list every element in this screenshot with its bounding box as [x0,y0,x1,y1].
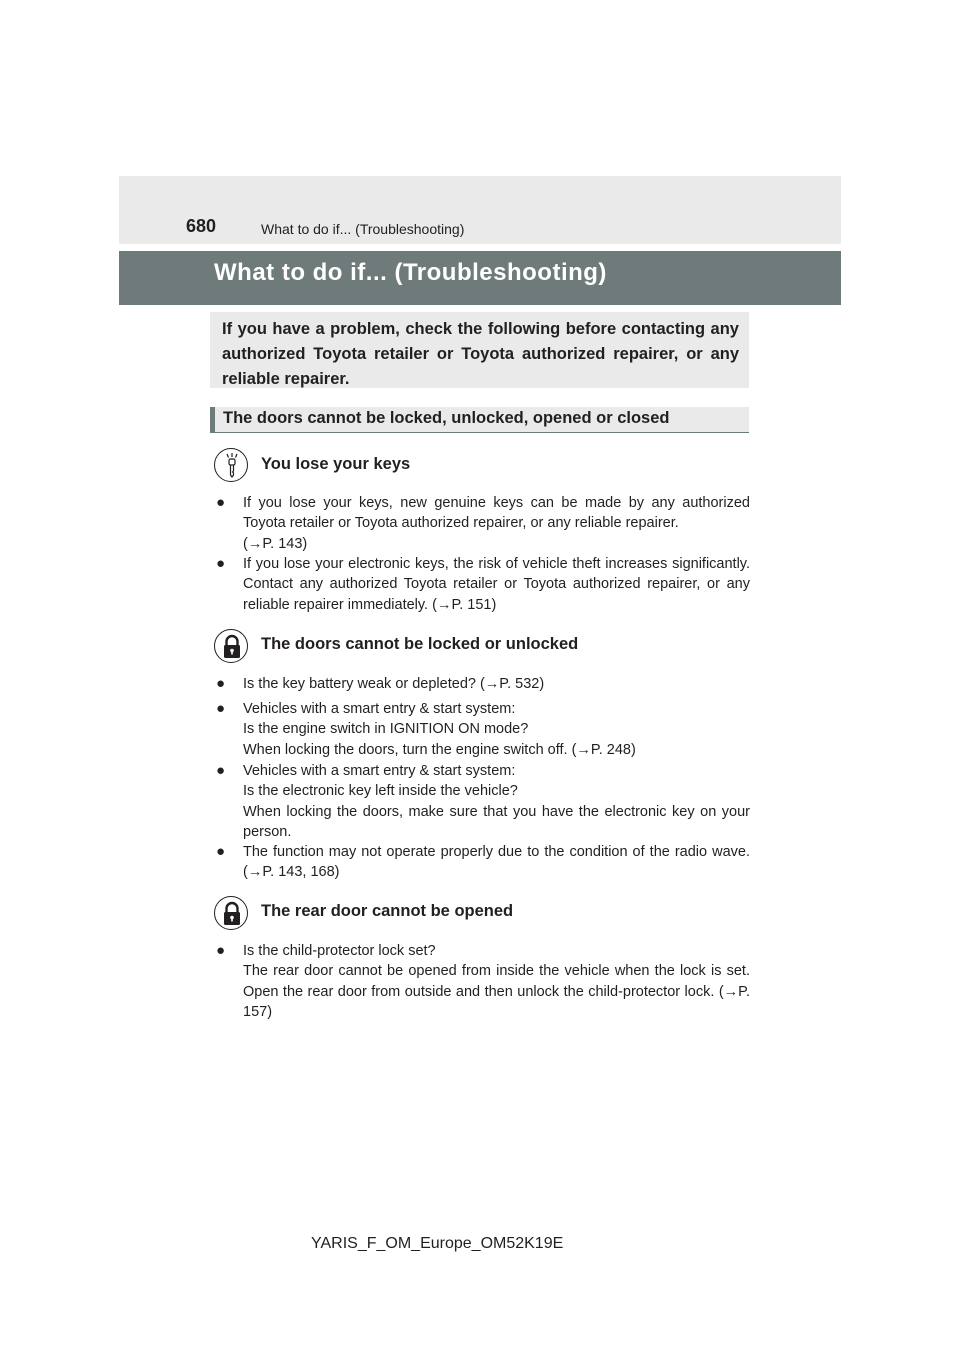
bullet-dot: ● [216,494,226,511]
subsection-bar [210,407,749,433]
section-title: What to do if... (Troubleshooting) [214,259,607,286]
bullet-text: Is the electronic key left inside the vehicle? [243,783,518,800]
intro-box [210,312,749,388]
bullet-text: When locking the doors, make sure that you have the electronic key on your person. [243,803,750,841]
bullet-dot: ● [216,942,226,959]
bullet-text: Vehicles with a smart entry & start system: [243,701,516,717]
bullet-dot: ● [216,700,226,717]
list-item [216,493,750,554]
list-item [216,941,750,1023]
page-number: 680 [186,216,217,236]
item-title-rear-door: The rear door cannot be opened [261,902,514,920]
bullet-text: Is the child-protector lock set? [243,943,436,959]
list-item [216,699,750,760]
bullet-dot: ● [216,843,226,860]
list-item [216,842,750,883]
bullet-dot: ● [216,762,226,779]
list-item [216,674,750,694]
item-title-lose-keys: You lose your keys [261,455,411,473]
list-item [216,554,750,615]
bullet-text: Vehicles with a smart entry & start system: [243,763,516,779]
bullet-text: Is the engine switch in IGNITION ON mode? [243,721,529,738]
lock-icon [214,896,248,930]
lock-icon [214,629,248,663]
header-band [119,176,841,244]
footer-code: YARIS_F_OM_Europe_OM52K19E [311,1235,564,1252]
bullet-text: When locking the doors, turn the engine switch off. (→P. 248) [243,741,636,758]
bullet-text: If you lose your keys, new genuine keys can be made by any authorized Toyota retailer or Toyota authorized repairer, or any reliable repairer. [243,495,750,532]
bullet-text: Is the key battery weak or depleted? (→P. 532) [243,676,545,692]
list-item [216,761,750,843]
bullet-text: (→P. 143) [243,535,308,552]
bullet-text: The function may not operate properly due to the condition of the radio wave. (→P. 143, 168) [243,844,750,881]
bullet-dot: ● [216,675,226,692]
key-icon [214,448,248,482]
running-title: What to do if... (Troubleshooting) [261,221,465,237]
intro-text: If you have a problem, check the following before contacting any authorized Toyota retailer or Toyota authorized repairer, or any reliable repairer. [222,320,739,388]
bullet-text: If you lose your electronic keys, the risk of vehicle theft increases significantly. Contact any authorized Toyota retailer or Toyota authorized repairer, or any reliable repairer immediately. (→P. 151) [243,556,750,613]
bullet-text: The rear door cannot be opened from inside the vehicle when the lock is set. Open the rear door from outside and then unlock the child-protector lock. (→P. 157) [243,963,750,1021]
bullet-dot: ● [216,555,226,572]
item-title-doors-lock: The doors cannot be locked or unlocked [261,635,579,653]
subsection-title: The doors cannot be locked, unlocked, opened or closed [223,409,670,427]
